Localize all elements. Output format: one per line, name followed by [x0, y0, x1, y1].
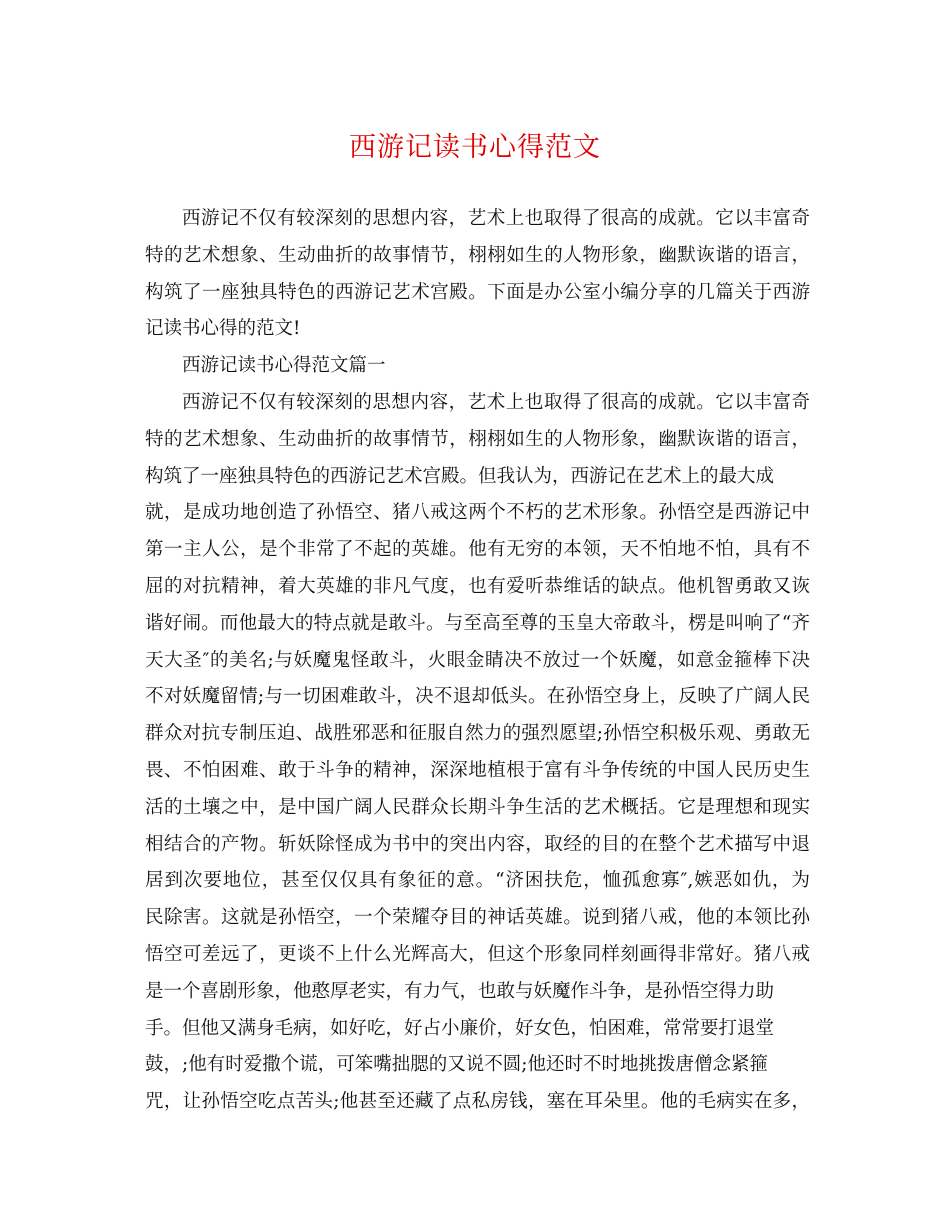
text-line: 西游记读书心得范文篇一: [182, 355, 386, 377]
text-line: 西游记不仅有较深刻的思想内容，艺术上也取得了很高的成就。它以丰富奇: [182, 208, 810, 229]
text-line: 就，是成功地创造了孙悟空、猪八戒这两个不朽的艺术形象。孙悟空是西游记中: [145, 502, 810, 524]
text-line: 悟空可差远了，更谈不上什么光辉高大，但这个形象同样刻画得非常好。猪八戒: [145, 943, 810, 965]
text-line: 居到次要地位，甚至仅仅具有象征的意。“济困扶危，恤孤愈寡″,嫉恶如仇，为: [145, 870, 810, 892]
text-line: 西游记不仅有较深刻的思想内容，艺术上也取得了很高的成就。它以丰富奇: [182, 391, 810, 413]
text-line: 构筑了一座独具特色的西游记艺术宫殿。下面是办公室小编分享的几篇关于西游: [145, 281, 810, 303]
text-line: 不对妖魔留情;与一切困难敢斗，决不退却低头。在孙悟空身上，反映了广阔人民: [145, 686, 810, 708]
text-line: 屈的对抗精神，着大英雄的非凡气度，也有爱听恭维话的缺点。他机智勇敢又诙: [145, 575, 810, 597]
text-line: 畏、不怕困难、敢于斗争的精神，深深地植根于富有斗争传统的中国人民历史生: [145, 759, 810, 781]
text-line: 记读书心得的范文!: [145, 318, 301, 340]
text-line: 天大圣″的美名;与妖魔鬼怪敢斗，火眼金睛决不放过一个妖魔，如意金箍棒下决: [145, 649, 810, 671]
text-line: 相结合的产物。斩妖除怪成为书中的突出内容，取经的目的在整个艺术描写中退: [145, 833, 810, 855]
text-line: 第一主人公，是个非常了不起的英雄。他有无穷的本领，天不怕地不怕，具有不: [145, 539, 810, 561]
text-line: 咒，让孙悟空吃点苦头;他甚至还藏了点私房钱，塞在耳朵里。他的毛病实在多，: [145, 1091, 810, 1113]
text-line: 手。但他又满身毛病，如好吃，好占小廉价，好女色，怕困难，常常要打退堂: [145, 1017, 775, 1039]
text-line: 活的土壤之中，是中国广阔人民群众长期斗争生活的艺术概括。它是理想和现实: [145, 796, 810, 818]
text-line: 民除害。这就是孙悟空，一个荣耀夺目的神话英雄。说到猪八戒，他的本领比孙: [145, 907, 810, 929]
document-title: 西游记读书心得范文: [349, 132, 601, 163]
text-line: 是一个喜剧形象，他憨厚老实，有力气，也敢与妖魔作斗争，是孙悟空得力助: [145, 980, 775, 1002]
text-line: 群众对抗专制压迫、战胜邪恶和征服自然力的强烈愿望;孙悟空积极乐观、勇敢无: [145, 723, 810, 745]
text-line: 特的艺术想象、生动曲折的故事情节，栩栩如生的人物形象，幽默诙谐的语言，: [145, 428, 810, 450]
text-line: 鼓，;他有时爱撒个谎，可笨嘴拙腮的又说不圆;他还时不时地挑拨唐僧念紧箍: [145, 1054, 768, 1076]
text-line: 谐好闹。而他最大的特点就是敢斗。与至高至尊的玉皇大帝敢斗，楞是叫响了“齐: [145, 612, 810, 634]
document-body: [145, 201, 810, 1121]
text-line: 特的艺术想象、生动曲折的故事情节，栩栩如生的人物形象，幽默诙谐的语言，: [145, 244, 810, 266]
text-line: 构筑了一座独具特色的西游记艺术宫殿。但我认为，西游记在艺术上的最大成: [145, 465, 775, 487]
